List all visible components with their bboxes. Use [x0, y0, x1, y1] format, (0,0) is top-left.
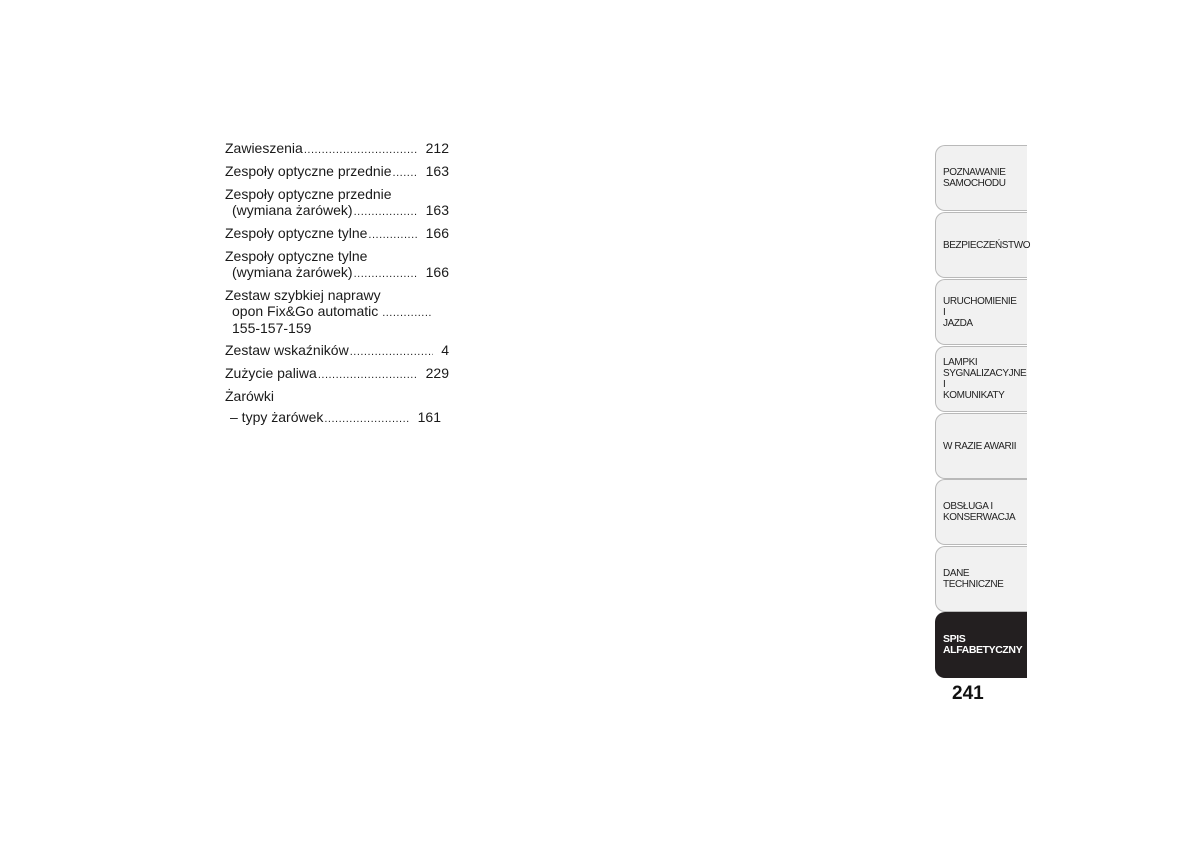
tab-label: DANE TECHNICZNE	[943, 568, 1004, 590]
tab-w-razie-awarii[interactable]	[935, 413, 1027, 479]
entry-label-cont: (wymiana żarówek)	[232, 201, 353, 218]
entry-label: Zespoły optyczne tylne	[225, 248, 368, 265]
entry-label: Zespoły optyczne tylne	[225, 225, 368, 242]
index-entry	[225, 288, 449, 337]
tab-dane-techniczne[interactable]	[935, 546, 1027, 612]
entry-page: 229	[425, 364, 449, 381]
tab-spis-alfabetyczny[interactable]	[935, 612, 1027, 678]
leader-dots	[350, 345, 434, 361]
tab-label: LAMPKI SYGNALIZACYJNE I KOMUNIKATY	[943, 357, 1027, 401]
entry-label-cont	[225, 304, 449, 322]
leader-dots: ..............	[382, 306, 432, 319]
entry-label: Zespoły optyczne przednie	[225, 186, 392, 203]
leader-dots	[393, 166, 418, 182]
index-entry	[225, 366, 449, 384]
leader-dots	[368, 228, 417, 244]
entry-label: Zestaw szybkiej naprawy	[225, 287, 381, 304]
index-entry	[225, 226, 449, 244]
entry-label: Zużycie paliwa	[225, 364, 317, 381]
leader-dots	[304, 143, 418, 159]
index-entry	[225, 389, 449, 405]
entry-page: 166	[425, 263, 449, 280]
tab-label: W RAZIE AWARII	[943, 440, 1017, 452]
entry-label: Zestaw wskaźników	[225, 341, 349, 358]
entry-page: 155-157-159	[232, 320, 312, 337]
tab-label: BEZPIECZEŃSTWO	[943, 239, 1031, 251]
entry-page: 212	[425, 140, 449, 156]
entry-page: 4	[441, 341, 449, 358]
alphabetical-index	[225, 141, 449, 433]
entry-page: 161	[417, 409, 441, 426]
tab-label: URUCHOMIENIE I JAZDA	[943, 295, 1017, 329]
leader-dots	[354, 267, 418, 283]
tab-label: SPIS ALFABETYCZNY	[943, 633, 1023, 656]
entry-label: – typy żarówek	[230, 409, 324, 426]
index-entry	[225, 164, 449, 182]
entry-label-cont: (wymiana żarówek)	[232, 263, 353, 280]
tab-label: OBSŁUGA I KONSERWACJA	[943, 501, 1016, 523]
page-number: 241	[952, 683, 984, 704]
entry-label-cont-text: opon Fix&Go automatic	[232, 302, 379, 319]
tab-obsluga-i-konserwacja[interactable]	[935, 479, 1027, 545]
index-entry	[225, 187, 449, 220]
entry-page: 163	[425, 163, 449, 180]
tab-label: POZNAWANIE SAMOCHODU	[943, 167, 1006, 189]
tab-lampki-sygnalizacyjne[interactable]	[935, 346, 1027, 412]
entry-label: Zawieszenia	[225, 140, 303, 156]
entry-page: 166	[425, 225, 449, 242]
entry-page: 163	[425, 201, 449, 218]
entry-label: Zespoły optyczne przednie	[225, 163, 392, 180]
tab-uruchomienie-i-jazda[interactable]	[935, 279, 1027, 345]
index-entry	[225, 249, 449, 282]
leader-dots	[318, 368, 418, 384]
leader-dots	[324, 412, 409, 428]
index-subentry	[225, 410, 441, 428]
tab-bezpieczenstwo[interactable]	[935, 212, 1031, 278]
index-entry	[225, 343, 449, 361]
index-entry	[225, 141, 449, 159]
leader-dots	[354, 205, 418, 221]
entry-label: Żarówki	[225, 387, 275, 404]
tab-poznawanie-samochodu[interactable]	[935, 145, 1027, 211]
entry-continuation	[225, 265, 449, 283]
entry-continuation	[225, 203, 449, 221]
